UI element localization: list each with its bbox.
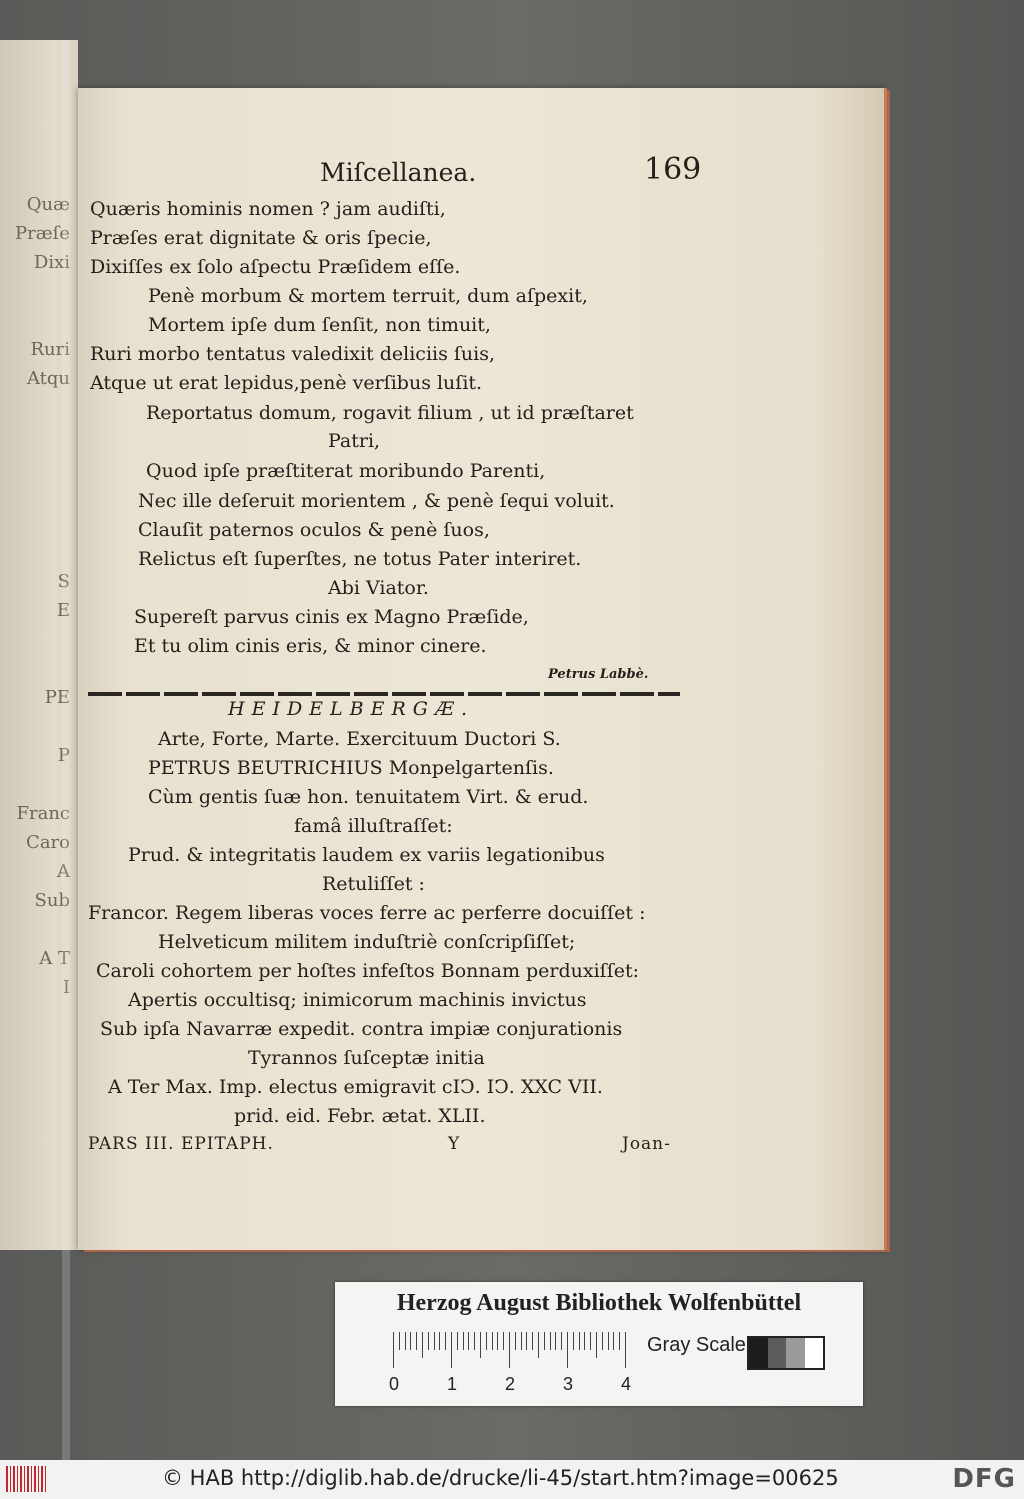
- facing-page-fragment: P: [57, 745, 70, 766]
- verse-line: Reportatus domum, rogavit filium , ut id præſtaret: [146, 402, 634, 424]
- section-heading: HEIDELBERGÆ.: [228, 698, 475, 720]
- signature-mark: PARS III. EPITAPH.: [88, 1134, 274, 1154]
- verse-line: Abi Viator.: [328, 577, 429, 599]
- ruler-number: 0: [389, 1374, 400, 1394]
- divider-rule: [88, 692, 680, 696]
- ruler-tick: [509, 1332, 510, 1368]
- dfg-logo: DFG: [952, 1464, 1016, 1494]
- book-page: [78, 88, 884, 1250]
- facing-page-fragment: [0, 712, 70, 741]
- ruler-tick: [480, 1332, 481, 1358]
- ruler-tick: [457, 1332, 458, 1350]
- ruler-tick: [532, 1332, 533, 1350]
- facing-page-fragment: [0, 509, 70, 538]
- facing-page-fragment: A T: [39, 948, 70, 969]
- verse-line: Penè morbum & mortem terruit, dum aſpexit,: [148, 285, 588, 307]
- verse-line: Præſes erat dignitate & oris ſpecie,: [90, 227, 432, 249]
- ruler-tick: [619, 1332, 620, 1350]
- epitaph-line: Francor. Regem liberas voces ferre ac perferre docuiſſet :: [88, 902, 646, 924]
- ruler-tick: [445, 1332, 446, 1350]
- ruler-tick: [596, 1332, 597, 1358]
- ruler-tick: [579, 1332, 580, 1350]
- epitaph-line: Retuliſſet :: [322, 873, 425, 895]
- verse-line: Nec ille deſeruit morientem , & penè ſequi voluit.: [138, 490, 615, 512]
- facing-page-fragment: S: [57, 571, 70, 592]
- ruler-tick: [428, 1332, 429, 1350]
- ruler-tick: [422, 1332, 423, 1358]
- verse-line: Mortem ipſe dum ſenſit, non timuit,: [148, 314, 491, 336]
- ruler-tick: [492, 1332, 493, 1350]
- ruler-tick: [393, 1332, 394, 1368]
- facing-page-fragment: [0, 306, 70, 335]
- verse-line: Supereſt parvus cinis ex Magno Præſide,: [134, 606, 529, 628]
- ruler-tick: [416, 1332, 417, 1350]
- facing-page-fragment: [0, 277, 70, 306]
- ruler-number: 2: [505, 1374, 516, 1394]
- credit-link[interactable]: © HAB http://diglib.hab.de/drucke/li-45/start.htm?image=00625: [162, 1466, 839, 1490]
- epitaph-line: Tyrannos ſuſceptæ initia: [248, 1047, 485, 1069]
- facing-page-fragment: Ruri: [30, 339, 70, 360]
- facing-page-fragment: [0, 625, 70, 654]
- facing-page-fragment: [0, 422, 70, 451]
- verse-line: Dixiſſes ex ſolo aſpectu Præſidem eſſe.: [90, 256, 461, 278]
- card-title: Herzog August Bibliothek Wolfenbüttel: [396, 1290, 802, 1316]
- facing-page-fragment: I: [62, 977, 70, 998]
- page-number: 169: [644, 152, 702, 187]
- verse-line: Et tu olim cinis eris, & minor cinere.: [134, 635, 487, 657]
- epitaph-line: Arte, Forte, Marte. Exercituum Ductori S.: [158, 728, 561, 750]
- ruler-tick: [561, 1332, 562, 1350]
- library-color-card: [335, 1282, 863, 1406]
- facing-page-fragment: [0, 480, 70, 509]
- ruler-tick: [602, 1332, 603, 1350]
- ruler-number: 4: [621, 1374, 632, 1394]
- epitaph-line: Sub ipſa Navarræ expedit. contra impiæ conjurationis: [100, 1018, 623, 1040]
- facing-page-fragment: [0, 654, 70, 683]
- facing-page-fragment: PE: [44, 687, 70, 708]
- ruler-tick: [608, 1332, 609, 1350]
- epitaph-line: famâ illuſtraſſet:: [294, 815, 453, 837]
- ruler-tick: [451, 1332, 452, 1368]
- epitaph-line: Cùm gentis ſuæ hon. tenuitatem Virt. & erud.: [148, 786, 589, 808]
- signature-letter: Y: [448, 1134, 461, 1154]
- facing-page-fragment: Atqu: [26, 368, 70, 389]
- facing-page-fragment: Franc: [16, 803, 70, 824]
- barcode-icon: [6, 1466, 46, 1492]
- verse-line: Atque ut erat lepidus,penè verſibus luſit.: [90, 372, 483, 394]
- gray-swatch: [786, 1338, 805, 1368]
- facing-page-fragment: [0, 451, 70, 480]
- film-strip: [62, 40, 70, 1460]
- ruler-tick: [590, 1332, 591, 1350]
- ruler-tick: [515, 1332, 516, 1350]
- facing-page-fragment: [0, 915, 70, 944]
- gray-swatch: [805, 1338, 824, 1368]
- ruler-tick: [567, 1332, 568, 1368]
- epitaph-line: Prud. & integritatis laudem ex variis legationibus: [128, 844, 605, 866]
- running-title: Miſcellanea.: [320, 158, 477, 187]
- facing-page-fragment: Caro: [26, 832, 70, 853]
- ruler-tick: [399, 1332, 400, 1350]
- gray-scale-swatches: [747, 1336, 825, 1370]
- facing-page-fragment: Dixi: [33, 252, 70, 273]
- ruler-number: 3: [563, 1374, 574, 1394]
- epitaph-line: A Ter Max. Imp. electus emigravit cIↃ. IↃ. XXC VII.: [108, 1076, 603, 1098]
- ruler-tick: [439, 1332, 440, 1350]
- verse-line: Patri,: [328, 430, 381, 452]
- ruler-tick: [463, 1332, 464, 1350]
- verse-line: Clauſit paternos oculos & penè ſuos,: [138, 519, 490, 541]
- ruler-tick: [497, 1332, 498, 1350]
- facing-page-fragment: Quæ: [26, 194, 70, 215]
- verse-line: Relictus eſt ſuperſtes, ne totus Pater interiret.: [138, 548, 582, 570]
- ruler-tick: [526, 1332, 527, 1350]
- ruler-tick: [410, 1332, 411, 1350]
- ruler-tick: [625, 1332, 626, 1368]
- ruler-tick: [434, 1332, 435, 1350]
- ruler-tick: [584, 1332, 585, 1350]
- ruler-tick: [538, 1332, 539, 1358]
- ruler-tick: [521, 1332, 522, 1350]
- catchword: Joan-: [622, 1134, 671, 1154]
- epitaph-line: Helveticum militem induſtriè conſcripſiſſet;: [158, 931, 576, 953]
- gray-swatch: [749, 1338, 768, 1368]
- facing-page-fragment: E: [56, 600, 70, 621]
- facing-page-fragment: [0, 393, 70, 422]
- verse-line: Quod ipſe præſtiterat moribundo Parenti,: [146, 460, 546, 482]
- gray-swatch: [768, 1338, 787, 1368]
- facing-page-fragment: [0, 538, 70, 567]
- verse-line: Quæris hominis nomen ? jam audiſti,: [90, 198, 446, 220]
- ruler-tick: [544, 1332, 545, 1350]
- epitaph-line: Apertis occultisq; inimicorum machinis invictus: [128, 989, 587, 1011]
- facing-page-fragment: A: [57, 861, 70, 882]
- facing-page-fragment: Præſe: [15, 223, 70, 244]
- ruler-tick: [613, 1332, 614, 1350]
- verse-line: Ruri morbo tentatus valedixit deliciis ſuis,: [90, 343, 496, 365]
- ruler-tick: [503, 1332, 504, 1350]
- epitaph-line: PETRUS BEUTRICHIUS Monpelgartenſis.: [148, 757, 554, 779]
- ruler-tick: [405, 1332, 406, 1350]
- ruler-tick: [474, 1332, 475, 1350]
- ruler-tick: [573, 1332, 574, 1350]
- facing-page-fragment: Sub: [34, 890, 70, 911]
- signature: Petrus Labbè.: [548, 667, 649, 682]
- ruler-number: 1: [447, 1374, 458, 1394]
- ruler-tick: [468, 1332, 469, 1350]
- measure-ruler: [393, 1332, 633, 1368]
- facing-page-fragment: [0, 770, 70, 799]
- ruler-tick: [486, 1332, 487, 1350]
- gray-scale-label: Gray Scale: [647, 1334, 746, 1356]
- facing-page-text: [0, 190, 70, 1190]
- ruler-tick: [555, 1332, 556, 1350]
- footer-bar: [0, 1460, 1024, 1499]
- ruler-tick: [550, 1332, 551, 1350]
- epitaph-line: Caroli cohortem per hoſtes infeſtos Bonnam perduxiſſet:: [96, 960, 640, 982]
- epitaph-line: prid. eid. Febr. ætat. XLII.: [234, 1105, 486, 1127]
